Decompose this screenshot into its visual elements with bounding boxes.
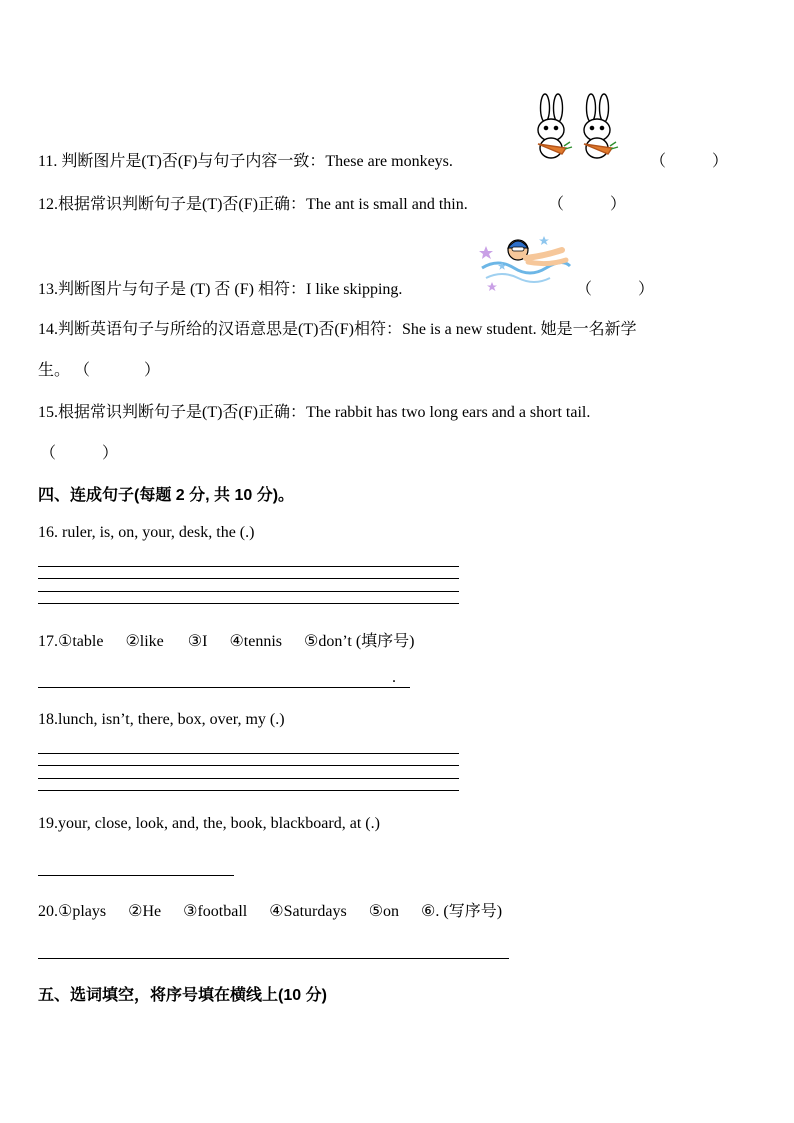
option-17-3: ③I xyxy=(187,633,208,650)
question-16 xyxy=(38,524,254,542)
question-14-text-continued: 生。 xyxy=(38,362,71,379)
option-20-6: ⑥. xyxy=(421,903,440,920)
question-17-hint: (填序号) xyxy=(355,633,415,650)
question-14-line2 xyxy=(38,357,160,380)
option-17-2: ②like xyxy=(125,633,164,650)
answer-line-18-4[interactable] xyxy=(38,790,459,791)
option-20-1: ①plays xyxy=(58,903,107,920)
question-19-text: 19.your, close, look, and, the, book, blackboard, at (.) xyxy=(38,815,380,832)
question-12-text: 12.根据常识判断句子是(T)否(F)正确：The ant is small and thin. xyxy=(38,196,468,213)
question-14-text: 14.判断英语句子与所给的汉语意思是(T)否(F)相符：She is a new student. 她是一名新学 xyxy=(38,321,637,338)
option-20-2: ②He xyxy=(128,903,162,920)
question-18 xyxy=(38,711,285,729)
swimmer-image xyxy=(478,228,574,294)
option-20-3: ③football xyxy=(183,903,248,920)
answer-line-16-1[interactable] xyxy=(38,566,459,567)
question-12 xyxy=(38,191,468,214)
question-19 xyxy=(38,815,380,833)
answer-line-19[interactable] xyxy=(38,875,234,876)
question-20: 20.①plays ②He ③football ④Saturdays ⑤on ⑥. (写序号) xyxy=(38,903,503,920)
question-11 xyxy=(38,148,453,171)
answer-paren-11[interactable]: （ ） xyxy=(650,153,729,170)
answer-paren-14[interactable]: （ ） xyxy=(74,362,161,379)
answer-paren-12[interactable]: （ ） xyxy=(548,196,627,213)
answer-paren-13[interactable]: （ ） xyxy=(576,281,655,298)
answer-line-20[interactable] xyxy=(38,958,509,959)
answer-line-17[interactable] xyxy=(38,687,410,688)
answer-17-end-mark: . xyxy=(392,669,396,686)
question-15 xyxy=(38,399,590,422)
answer-line-18-2[interactable] xyxy=(38,765,459,766)
answer-line-18-3[interactable] xyxy=(38,778,459,779)
option-20-4: ④Saturdays xyxy=(269,903,347,920)
question-17: 17.①table ②like ③I ④tennis ⑤don’t (填序号) xyxy=(38,633,415,650)
answer-line-16-2[interactable] xyxy=(38,578,459,579)
answer-line-16-4[interactable] xyxy=(38,603,459,604)
option-17-4: ④tennis xyxy=(229,633,283,650)
section-5-title: 五、选词填空，将序号填在横线上(10 分) xyxy=(38,987,327,1004)
question-13 xyxy=(38,276,402,299)
question-11-text: 11. 判断图片是(T)否(F)与句子内容一致：These are monkeys. xyxy=(38,153,453,170)
rabbits-image xyxy=(528,90,628,162)
question-18-text: 18.lunch, isn’t, there, box, over, my (.) xyxy=(38,711,285,728)
answer-paren-15[interactable]: （ ） xyxy=(40,445,119,462)
rabbit-right-icon xyxy=(584,94,618,158)
option-17-1: ①table xyxy=(58,633,104,650)
rabbit-left-icon xyxy=(538,94,572,158)
question-16-text: 16. ruler, is, on, your, desk, the (.) xyxy=(38,524,255,541)
option-20-5: ⑤on xyxy=(368,903,400,920)
answer-line-16-3[interactable] xyxy=(38,591,459,592)
question-20-hint: (写序号) xyxy=(443,903,503,920)
section-4-title: 四、连成句子(每题 2 分, 共 10 分)。 xyxy=(38,487,295,504)
answer-line-18-1[interactable] xyxy=(38,753,459,754)
option-17-5: ⑤don’t xyxy=(304,633,352,650)
question-15-text: 15.根据常识判断句子是(T)否(F)正确：The rabbit has two long ears and a short tail. xyxy=(38,404,591,421)
question-13-text: 13.判断图片与句子是 (T) 否 (F) 相符：I like skipping. xyxy=(38,281,403,298)
question-14-line1 xyxy=(38,316,637,339)
